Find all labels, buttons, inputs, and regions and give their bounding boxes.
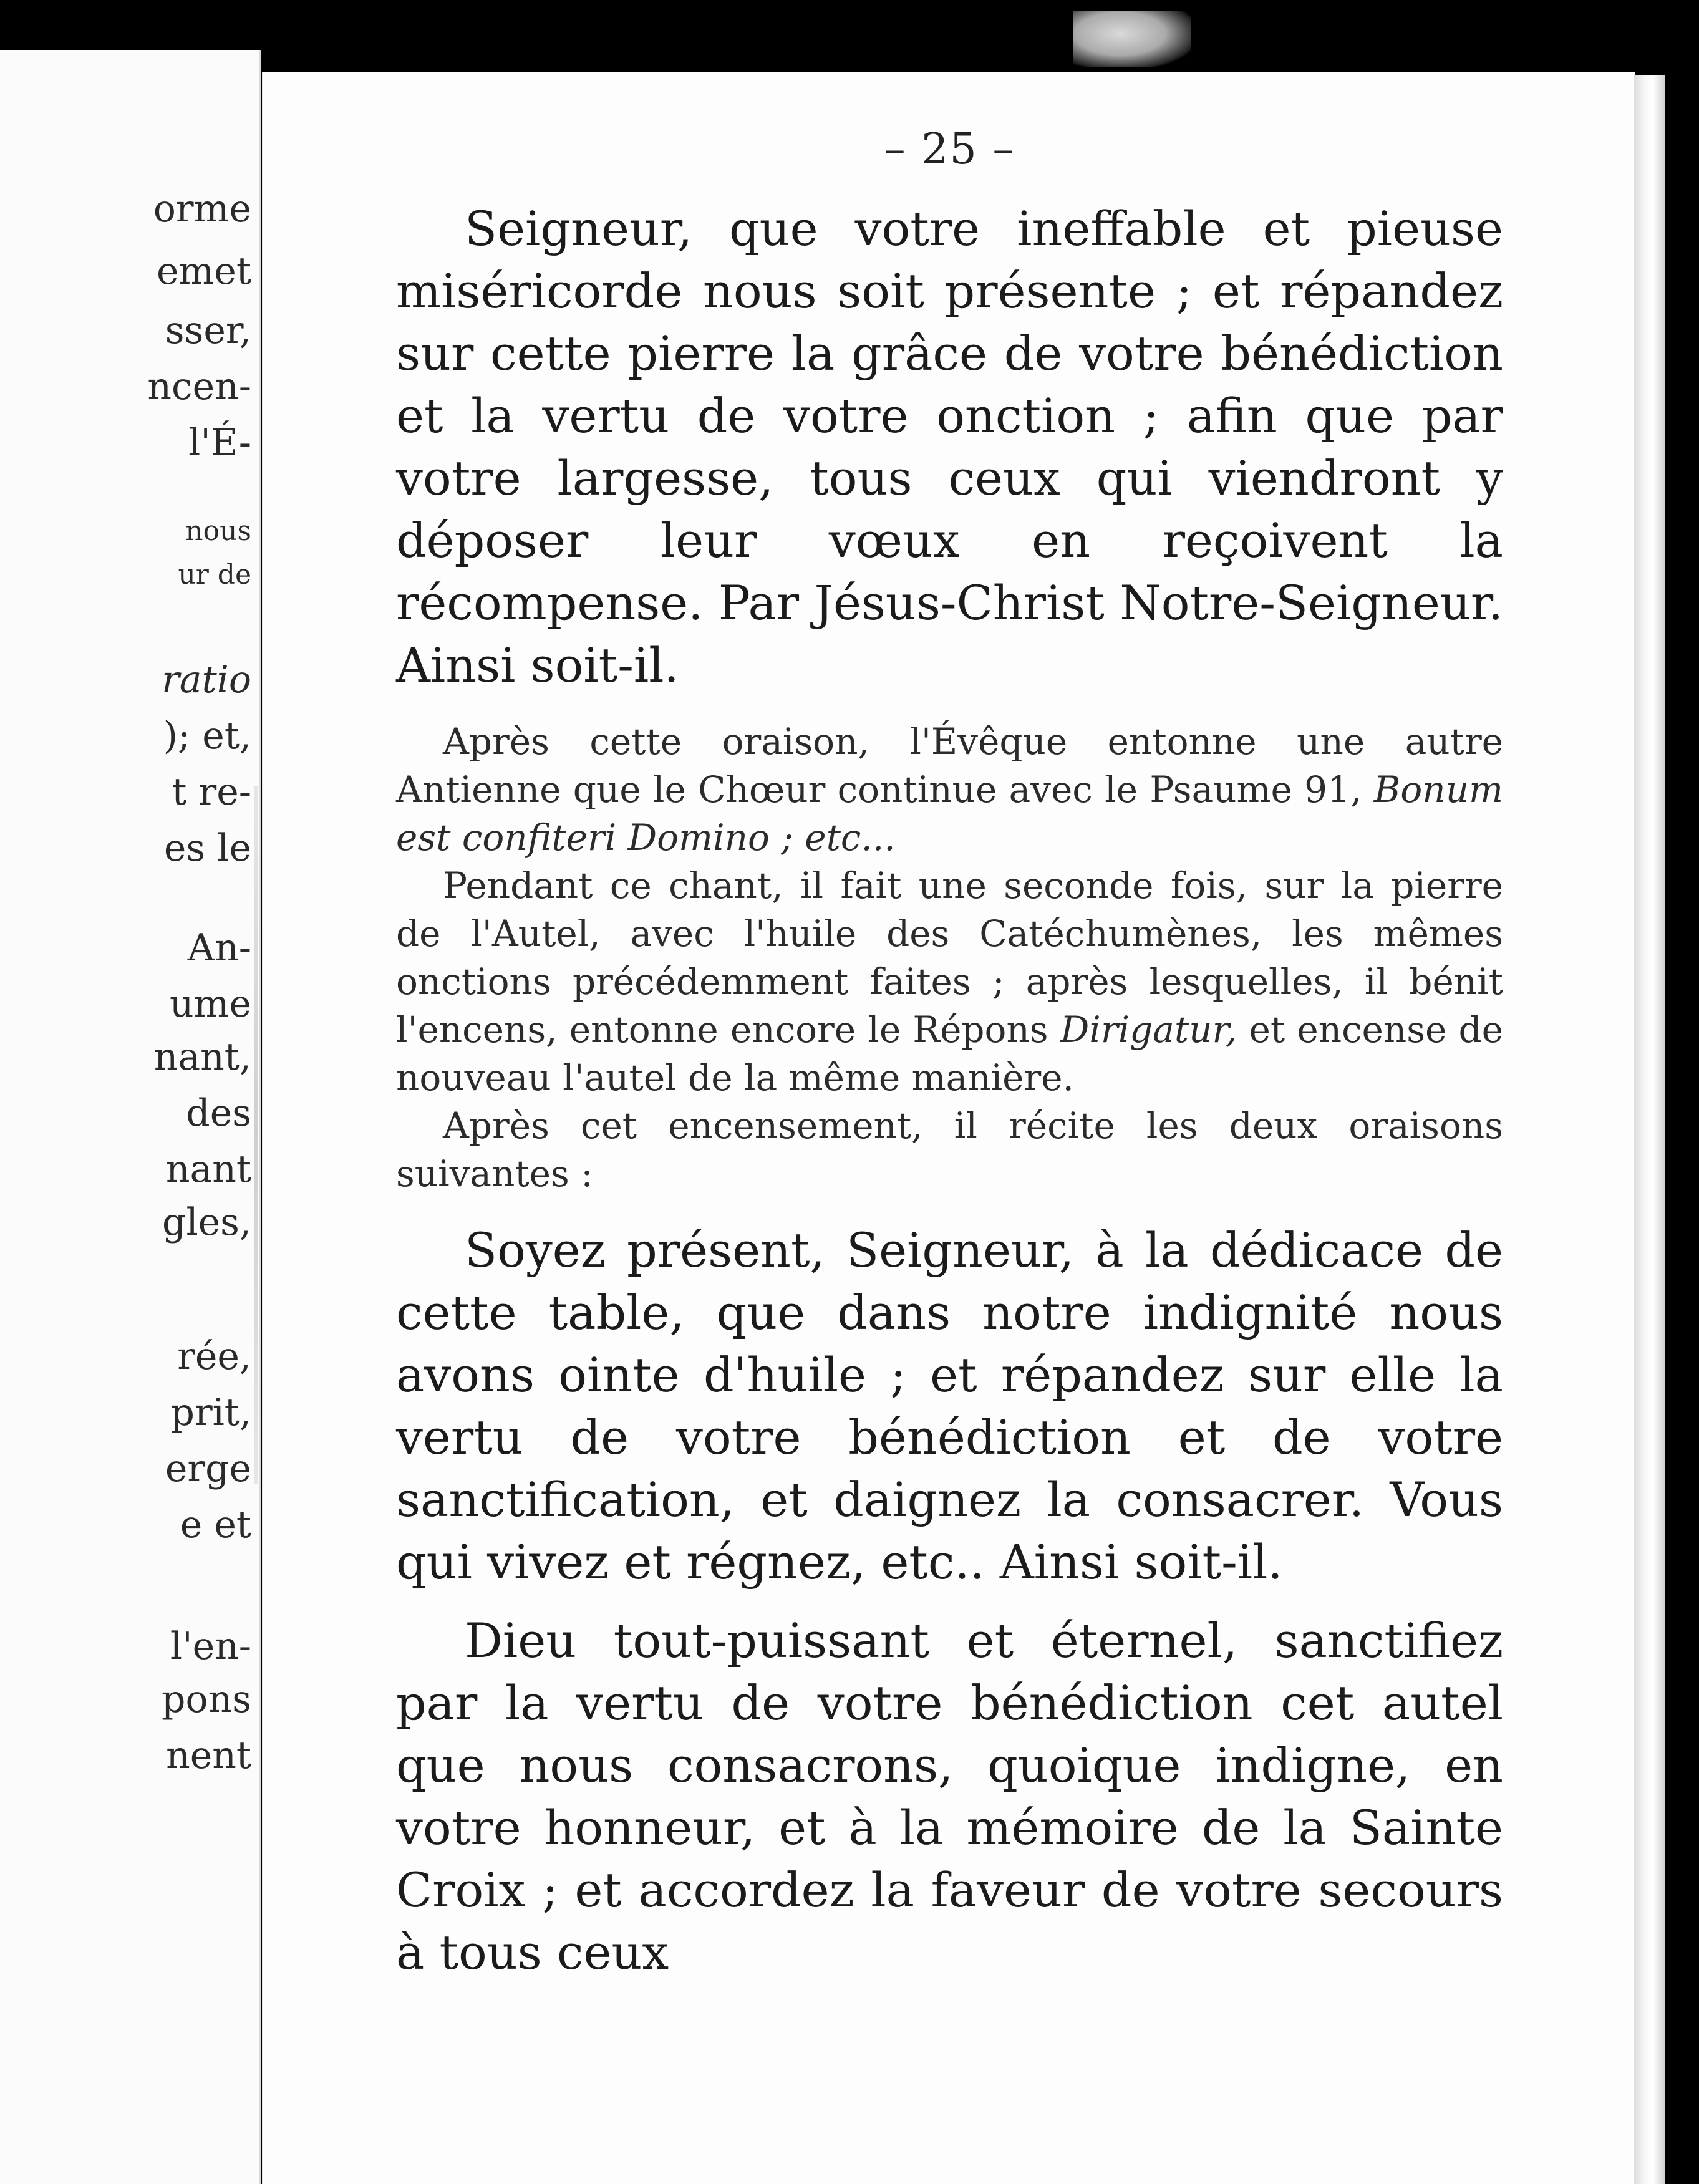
rubric-paragraph-1 — [396, 718, 1503, 862]
previous-page-line: nant — [165, 1148, 251, 1191]
binding-gutter — [254, 786, 258, 1484]
prayer-paragraph-2 — [396, 1219, 1503, 1593]
rubric-text: Après cette oraison, l'Évêque entonne une autre Antienne que le Chœur continue avec le Psaume 91, — [396, 720, 1503, 811]
rubric-paragraph-3 — [396, 1102, 1503, 1198]
rubric-text: Après cet encensement, il récite les deux oraisons suivantes : — [396, 1104, 1503, 1195]
rubric-paragraph-2 — [396, 862, 1503, 1102]
page-edge — [1634, 75, 1665, 2184]
previous-page-line: ncen- — [147, 365, 251, 408]
previous-page-line: nous — [185, 515, 251, 547]
previous-page-line: l'en- — [170, 1625, 251, 1668]
prayer-text: Soyez présent, Seigneur, à la dédicace de cette table, que dans notre indignité nous avons ointe d'huile ; et répandez sur elle la vertu de votre bénédiction et de votre sanctification, et daignez la consacrer. Vous qui vivez et régnez, etc.. Ainsi soit-il. — [396, 1222, 1503, 1590]
prayer-paragraph-1 — [396, 198, 1503, 697]
previous-page-line: pons — [162, 1678, 251, 1721]
previous-page-line: nant, — [153, 1035, 251, 1079]
previous-page-line: des — [186, 1091, 251, 1135]
spacer — [396, 1198, 1503, 1219]
page-number: – 25 – — [884, 125, 1015, 174]
previous-page-line: es le — [163, 826, 251, 870]
previous-page-line: ); et, — [163, 714, 251, 758]
scan-artifact — [1073, 11, 1191, 67]
previous-page-line: e et — [180, 1503, 251, 1547]
previous-page-line: sser, — [165, 309, 251, 352]
prayer-paragraph-3 — [396, 1610, 1503, 1984]
previous-page-line: orme — [153, 187, 251, 231]
prayer-text: Seigneur, que votre ineffable et pieuse miséricorde nous soit présente ; et répandez sur cette pierre la grâce de votre bénédiction et la vertu de votre onction ; afin que par votre largesse, tous ceux qui viendront y déposer leur vœux en reçoivent la récompense. Par Jésus-Christ Notre-Seigneur. Ainsi soit-il. — [396, 201, 1503, 693]
previous-page-line: rée, — [177, 1335, 251, 1378]
latin-incipit: Dirigatur, — [1060, 1008, 1237, 1051]
previous-page-line: ume — [169, 982, 251, 1026]
previous-page-line: ur de — [178, 559, 251, 591]
prayer-text: Dieu tout-puissant et éternel, sanctifiez par la vertu de votre bénédiction cet autel que nous consacrons, quoique indigne, en votre honneur, et à la mémoire de la Sainte Croix ; et accordez la faveur de votre secours à tous ceux — [396, 1613, 1503, 1980]
previous-page-line: emet — [156, 249, 251, 293]
previous-page-line: prit, — [170, 1391, 251, 1434]
previous-page-line: gles, — [162, 1201, 251, 1244]
page-content — [396, 125, 1503, 1984]
previous-page-line: l'É- — [188, 421, 251, 465]
spacer — [396, 697, 1503, 718]
previous-page-line: ratio — [162, 658, 251, 702]
previous-page-fragment — [0, 50, 261, 2184]
previous-page-line: erge — [165, 1447, 251, 1491]
rubric-text: et encense de nouveau l'autel de la même manière. — [396, 1008, 1504, 1099]
latin-incipit: Bonum est confiteri Domino ; etc... — [396, 768, 1503, 859]
previous-page-line: t re- — [172, 770, 251, 814]
previous-page-line: nent — [166, 1734, 251, 1777]
rubric-text: Pendant ce chant, il fait une seconde fois, sur la pierre de l'Autel, avec l'huile des Catéchumènes, les mêmes onctions précédemment faites ; après lesquelles, il bénit l'encens, entonne encore le Répons — [396, 864, 1503, 1051]
spacer — [396, 1593, 1503, 1610]
previous-page-line: An- — [187, 926, 251, 970]
